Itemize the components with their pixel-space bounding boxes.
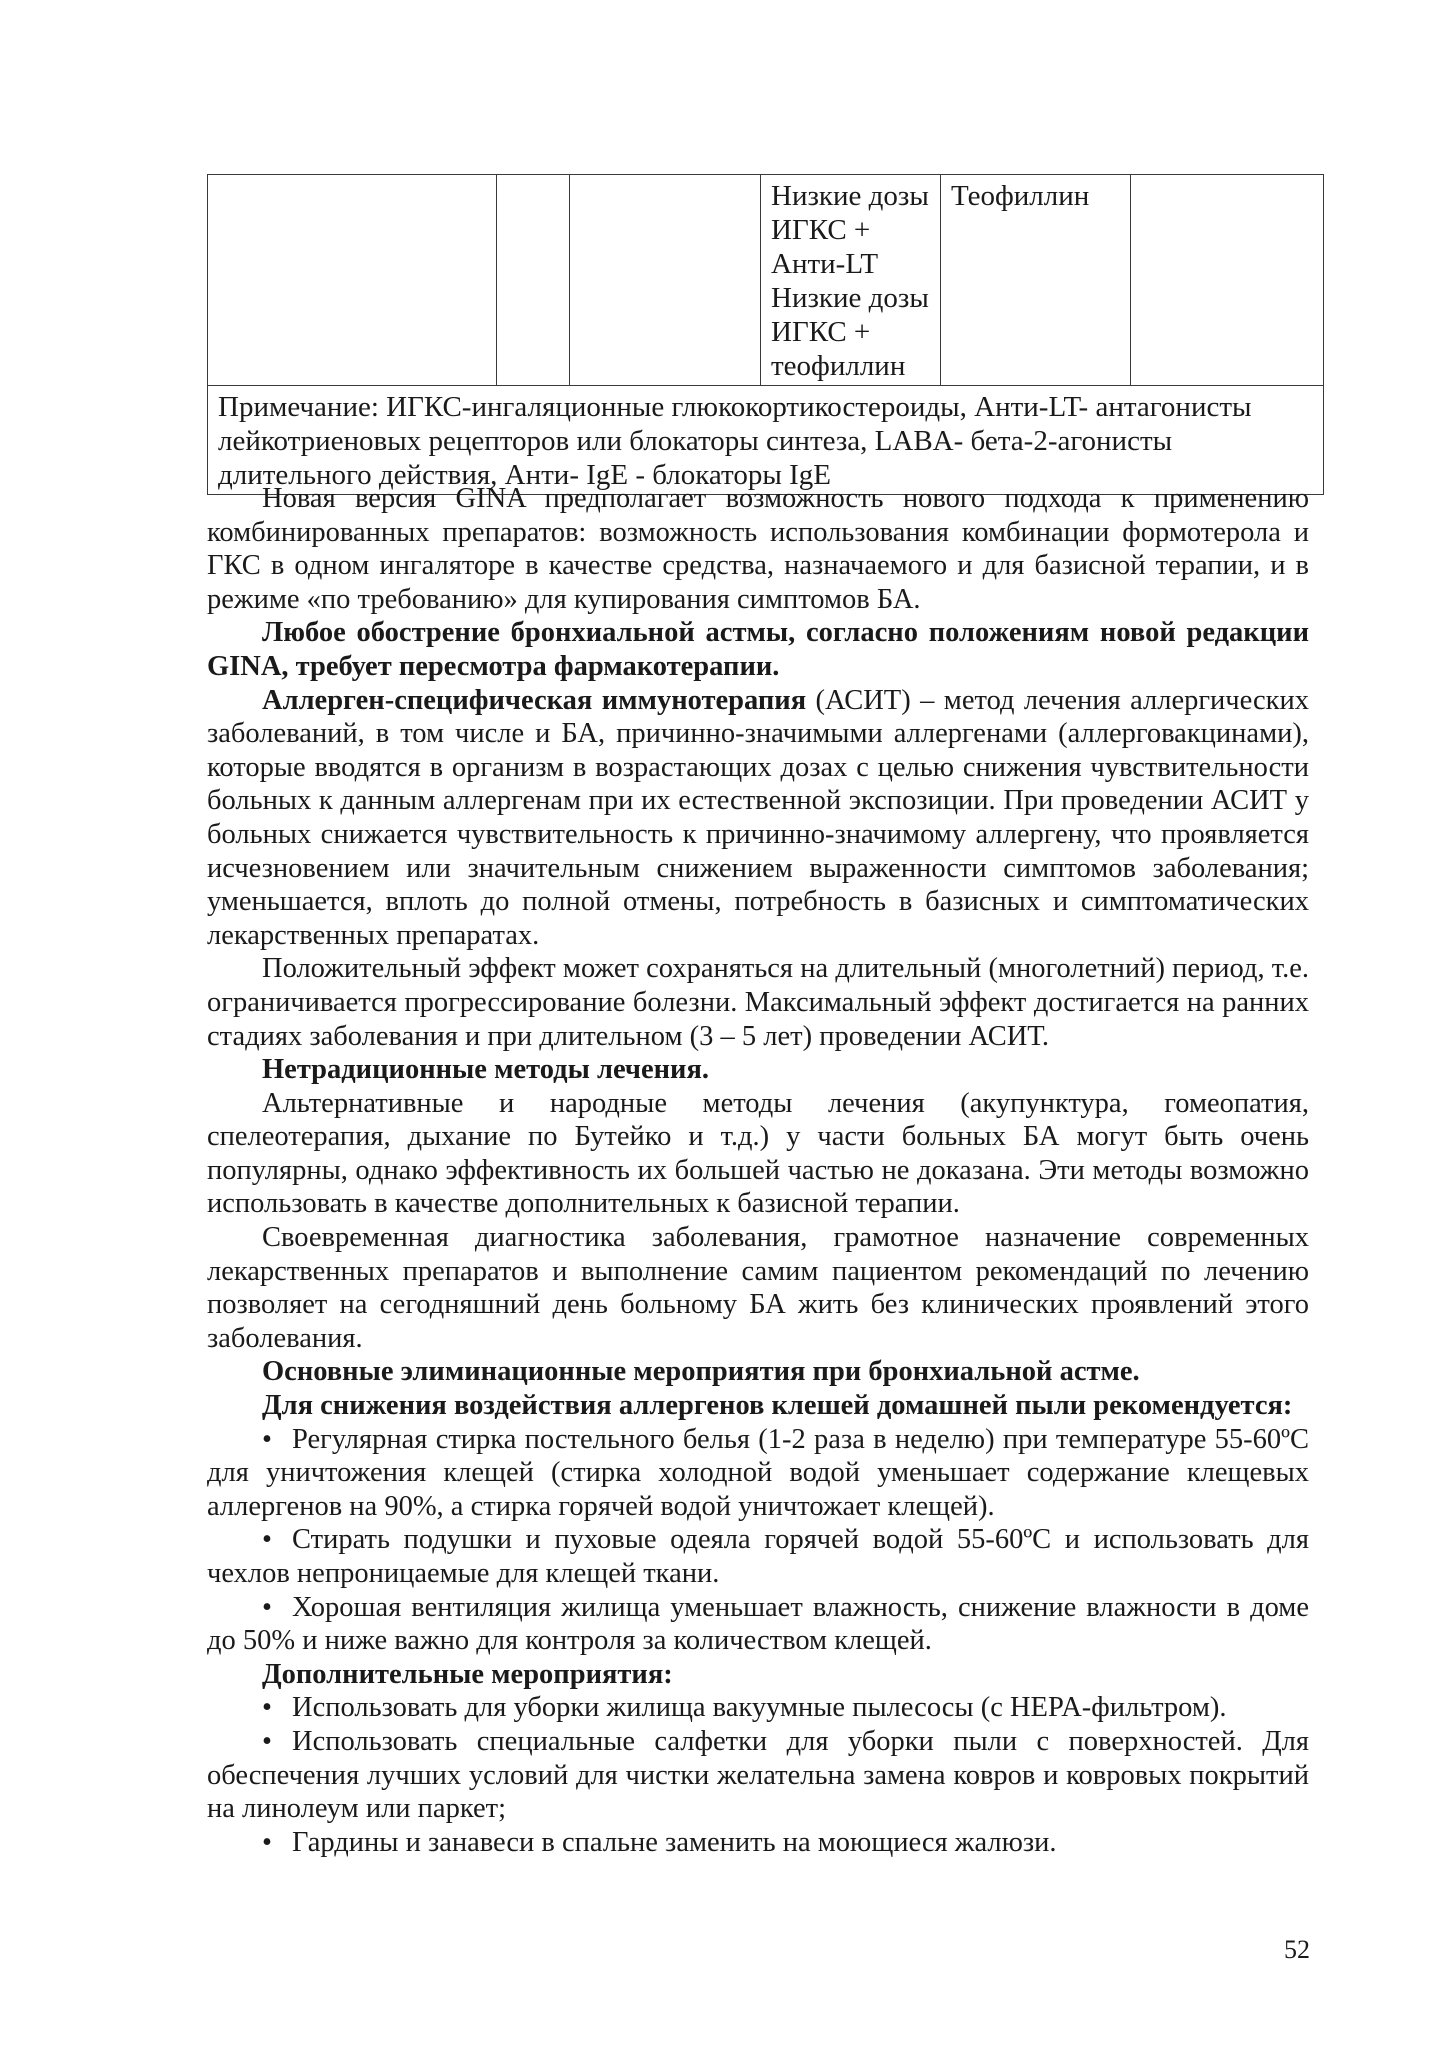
term-asit: Аллерген-специфическая иммунотерапия (262, 684, 807, 716)
paragraph: Альтернативные и народные методы лечения (акупунктура, гомеопатия, спелеотерапия, дыхание по Бутейко и т.д.) у части больных БА могут быть очень популярны, однако эффективность их большей частью не доказана. Эти методы возможно использовать в качестве дополнительных к базисной терапии. (207, 1087, 1309, 1220)
table-cell-combo (761, 175, 941, 386)
section-heading: Нетрадиционные методы лечения. (262, 1054, 710, 1086)
section-heading: Для снижения воздействия аллергенов клешей домашней пыли рекомендуется: (262, 1390, 1293, 1422)
list-item (207, 1591, 1309, 1658)
table-cell-empty (570, 175, 761, 386)
note-line: Примечание: ИГКС-ингаляционные глюкокортикостероиды, Анти-LT- антагонисты (218, 391, 1252, 423)
page-number: 52 (1284, 1935, 1310, 1964)
list-item-text: Регулярная стирка постельного белья (1-2 раза в неделю) при температуре 55-60ºС для уничтожения клещей (стирка холодной водой уменьшает содержание клещевых аллергенов на 90%, а стирка горячей водой уничтожает клещей). (207, 1423, 1309, 1522)
list-item (207, 1725, 1309, 1826)
list-item (207, 1423, 1309, 1524)
table-note (208, 386, 1324, 495)
note-line: длительного действия, Анти- IgE - блокаторы IgE (218, 459, 831, 491)
note-line: лейкотриеновых рецепторов или блокаторы синтеза, LABA- бета-2-агонисты (218, 425, 1173, 457)
table-cell-empty (208, 175, 497, 386)
list-item-text: Использовать для уборки жилища вакуумные пылесосы (с HEPA-фильтром). (292, 1692, 1227, 1724)
paragraph: Своевременная диагностика заболевания, грамотное назначение современных лекарственных препаратов и выполнение самим пациентом рекомендаций по лечению позволяет на сегодняшний день больному БА жить без клинических проявлений этого заболевания. (207, 1222, 1309, 1354)
cell-line: ИГКС + (771, 214, 871, 246)
bullet-icon: • (262, 1591, 272, 1623)
paragraph-asit (207, 684, 1309, 953)
bullet-icon: • (262, 1692, 272, 1724)
list-item (207, 1523, 1309, 1590)
cell-line: Низкие дозы (771, 180, 929, 212)
list-item (207, 1826, 1309, 1860)
cell-line: Низкие дозы (771, 282, 929, 314)
paragraph: Новая версия GINA предполагает возможность нового подхода к применению комбинированных препаратов: возможность использования комбинации формотерола и ГКС в одном ингаляторе в качестве средства, назначаемого и для базисной терапии, и в режиме «по требованию» для купирования симптомов БА. (207, 483, 1309, 615)
bullet-icon: • (262, 1423, 272, 1455)
list-item (207, 1691, 1309, 1725)
list-item-text: Хорошая вентиляция жилища уменьшает влажность, снижение влажности в доме до 50% и ниже важно для контроля за количеством клещей. (207, 1591, 1309, 1657)
paragraph-text: (АСИТ) – метод лечения аллергических заболеваний, в том числе и БА, причинно-значимыми аллергенами (аллерговакцинами), которые вводятся в организм в возрастающих дозах с целью снижения чувствительности больных к данным аллергенам при их естественной экспозиции. При проведении АСИТ у больных снижается чувствительность к причинно-значимому аллергену, что проявляется исчезновением или значительным снижением выраженности симптомов заболевания; уменьшается, вплоть до полной отмены, потребность в базисных и симптоматических лекарственных препаратах. (207, 684, 1309, 951)
medication-table (207, 174, 1324, 495)
section-heading: Основные элиминационные мероприятия при бронхиальной астме. (262, 1356, 1140, 1388)
bold-paragraph: Любое обострение бронхиальной астмы, согласно положениям новой редакции GINA, требует пересмотра фармакотерапии. (207, 617, 1309, 682)
section-heading: Дополнительные мероприятия: (262, 1658, 673, 1690)
bullet-icon: • (262, 1725, 272, 1757)
paragraph: Положительный эффект может сохраняться на длительный (многолетний) период, т.е. ограничивается прогрессирование болезни. Максимальный эффект достигается на ранних стадиях заболевания и при длительном (3 – 5 лет) проведении АСИТ. (207, 953, 1309, 1052)
list-item-text: Гардины и занавеси в спальне заменить на моющиеся жалюзи. (292, 1826, 1057, 1858)
cell-line: теофиллин (771, 350, 906, 382)
body-text (207, 482, 1309, 1859)
cell-line: ИГКС + (771, 316, 871, 348)
table-note-row (208, 386, 1324, 495)
list-item-text: Стирать подушки и пуховые одеяла горячей водой 55-60ºС и использовать для чехлов непроницаемые для клещей ткани. (207, 1524, 1309, 1589)
table-cell-theophylline: Теофиллин (941, 175, 1131, 386)
bullet-icon: • (262, 1524, 272, 1556)
list-item-text: Использовать специальные салфетки для уборки пыли с поверхностей. Для обеспечения лучших условий для чистки желательна замена ковров и ковровых покрытий на линолеум или паркет; (207, 1725, 1309, 1825)
table-cell-empty (497, 175, 570, 386)
bullet-icon: • (262, 1826, 272, 1858)
table-cell-empty (1131, 175, 1324, 386)
table-row (208, 175, 1324, 386)
cell-line: Анти-LT (771, 248, 879, 280)
